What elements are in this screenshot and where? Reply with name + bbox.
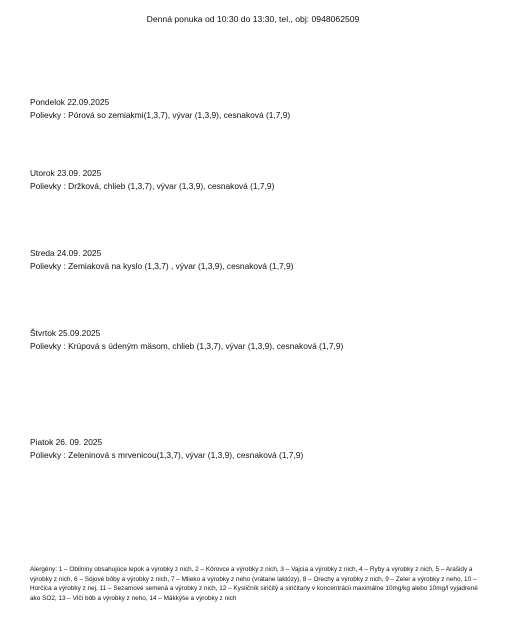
day-section (30, 436, 482, 461)
soups-line: Polievky : Pórová so zemiakmi(1,3,7), vývar (1,3,9), cesnaková (1,7,9) (30, 109, 291, 120)
page-header: Denná ponuka od 10:30 do 13:30, tel., obj: 0948062509 (146, 14, 360, 24)
day-section (30, 96, 482, 121)
day-section (30, 327, 482, 352)
soups-line: Polievky : Zemiaková na kyslo (1,3,7) , vývar (1,3,9), cesnaková (1,7,9) (30, 260, 294, 271)
day-title: Streda 24.09. 2025 (30, 248, 102, 258)
day-title: Piatok 26. 09. 2025 (30, 437, 103, 447)
soups-line: Polievky : Krúpová s údeným mäsom, chlieb (1,3,7), vývar (1,3,9), cesnaková (1,7,9) (30, 340, 344, 351)
day-section (30, 167, 482, 192)
allergens-note: Alergény: 1 – Obilniny obsahujúce lepok a výrobky z nich, 2 – Kôrovce a výrobky z nich, 3 – Vajcia a výrobky z nich, 4 – Ryby a výrobky z nich, 5 – Arašidy a výrobky z nich, 6 – Sójové bôby a výrobky z nich, 7 – Mlieko a výrobky z neho (vrátane laktózy), 8 – Orechy a výrobky z nich, 9 – Zeler a výrobky z neho, 10 – Horčica a výrobky z nej, 11 – Sezamové semená a výrobky z nich, 12 – Kysličník siričitý a siričitany v koncentrácii maximálne 10mg/kg alebo 10mg/l vyjadrené ako SO2, 13 – Vlčí bôb a výrobky z neho, 14 – Mäkkýše a výrobky z nich (30, 566, 478, 602)
day-title: Utorok 23.09. 2025 (30, 168, 102, 178)
soups-line: Polievky : Zeleninová s mrvenicou(1,3,7), vývar (1,3,9), cesnaková (1,7,9) (30, 449, 304, 460)
day-title: Štvrtok 25.09.2025 (30, 328, 101, 338)
soups-line: Polievky : Držková, chlieb (1,3,7), vývar (1,3,9), cesnaková (1,7,9) (30, 180, 275, 191)
day-section (30, 247, 482, 272)
day-title: Pondelok 22.09.2025 (30, 97, 110, 107)
